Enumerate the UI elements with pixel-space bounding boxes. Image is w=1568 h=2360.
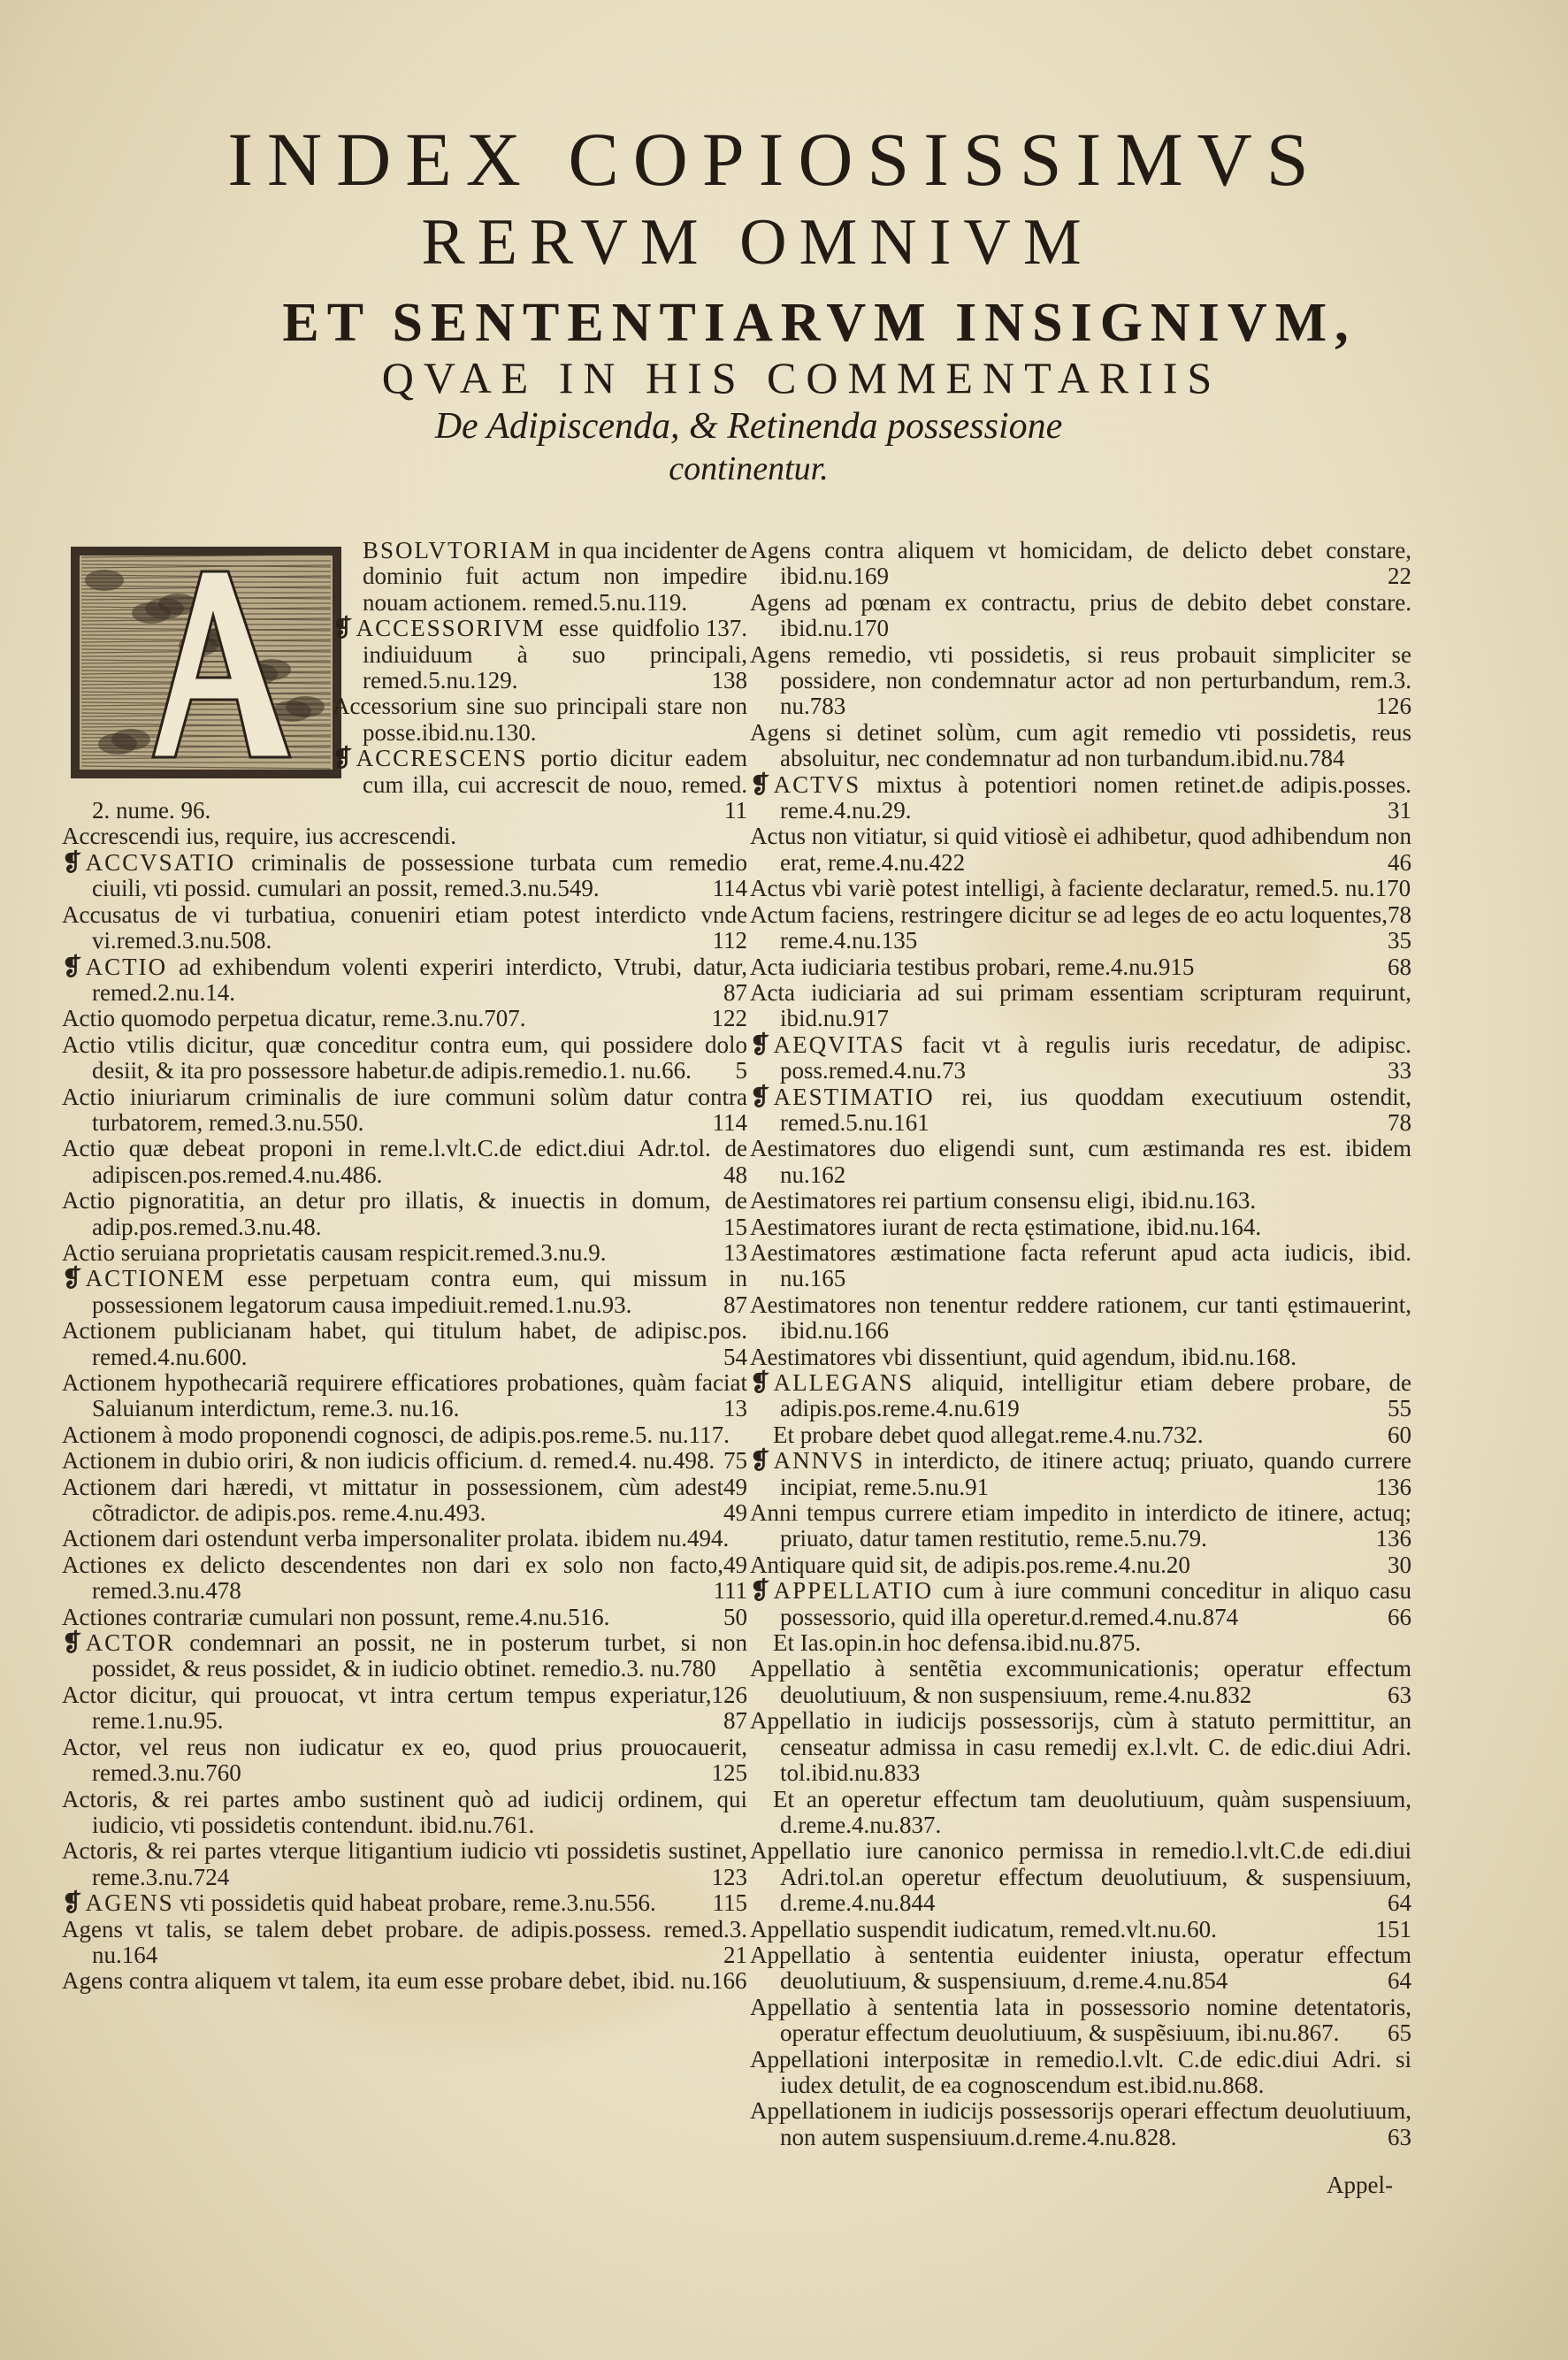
entry-text: Actionem publicianam habet, qui titulum habet, de adipisc.pos. remed.4.nu.600. bbox=[62, 1317, 747, 1370]
entry-page-number: 30 bbox=[1388, 1551, 1411, 1578]
index-entry bbox=[750, 1787, 1411, 1839]
title-line-2: RERVM OMNIVM bbox=[421, 206, 1094, 279]
entry-text: Actio quomodo perpetua dicatur, reme.3.nu.707. bbox=[62, 1005, 526, 1032]
entry-text: Et Ias.opin.in hoc defensa.ibid.nu.875. bbox=[773, 1629, 1142, 1657]
entry-page-number: 49 bbox=[723, 1499, 747, 1527]
entry-page-number: 49 bbox=[723, 1473, 747, 1500]
entry-page-number: 112 bbox=[712, 927, 747, 954]
entry-text: Et probare debet quod allegat.reme.4.nu.732. bbox=[773, 1421, 1204, 1448]
entry-page-number: 63 bbox=[1388, 2123, 1411, 2150]
entry-text: Actio seruiana proprietatis causam respicit.remed.3.nu.9. bbox=[62, 1238, 607, 1266]
entry-text: Appellationem in iudicijs possessorijs operari effectum deuolutiuum, non autem suspensiuum.d.reme.4.nu.828. bbox=[750, 2097, 1411, 2150]
index-entry bbox=[62, 1475, 747, 1527]
entry-heading: APPELLATIO bbox=[773, 1577, 934, 1605]
entry-heading: ALLEGANS bbox=[773, 1369, 914, 1396]
index-entry bbox=[750, 1188, 1411, 1214]
index-entry bbox=[62, 1552, 747, 1605]
index-entry bbox=[750, 980, 1411, 1032]
entry-page-number: 11 bbox=[724, 797, 747, 824]
index-entry bbox=[750, 1708, 1411, 1786]
entry-heading: ACTIO bbox=[85, 953, 168, 980]
entry-text: Actionem in dubio oriri, & non iudicis officium. d. remed.4. nu.498. bbox=[62, 1447, 715, 1475]
index-entry bbox=[62, 1968, 747, 1994]
entry-text: esse quid indiuiduum à suo principali, remed.5.nu.129. bbox=[363, 615, 747, 694]
paragraph-mark-icon: ❡ bbox=[750, 770, 770, 798]
index-entry bbox=[750, 1032, 1411, 1084]
entry-heading: BSOLVTORIAM bbox=[363, 537, 553, 563]
entry-page-number: 75 bbox=[723, 1447, 747, 1475]
entry-page-number: 64 bbox=[1388, 1889, 1411, 1917]
index-column-right bbox=[750, 538, 1411, 2150]
index-entry bbox=[750, 1136, 1411, 1188]
paragraph-mark-icon: ❡ bbox=[62, 1629, 82, 1657]
woodcut-initial-a bbox=[69, 545, 343, 780]
entry-heading: ACTOR bbox=[85, 1629, 175, 1657]
entry-text: Appellatio à sententia euidenter iniusta, operatur effectum deuolutiuum, & suspensiuum, d.reme.4.nu.854 bbox=[750, 1941, 1411, 1995]
entry-page-number: 21 bbox=[723, 1941, 747, 1968]
catchword: Appel- bbox=[1327, 2172, 1393, 2198]
entry-page-number: 126 bbox=[711, 1681, 747, 1708]
entry-page-number: 111 bbox=[713, 1577, 747, 1605]
entry-page-number: 50 bbox=[723, 1603, 747, 1630]
index-entry bbox=[62, 1136, 747, 1188]
entry-page-number: 35 bbox=[1388, 927, 1411, 954]
entry-page-number: 31 bbox=[1388, 797, 1411, 824]
entry-text: Actoris, & rei partes ambo sustinent quò ad iudicij ordinem, qui iudicio, vti possidetis contendunt. ibid.nu.761. bbox=[62, 1785, 747, 1838]
index-entry bbox=[62, 1032, 747, 1084]
entry-page-number: 13 bbox=[723, 1238, 747, 1266]
entry-text: Agens remedio, vti possidetis, si reus probauit simpliciter se possidere, non condemnatur actor ad non perturbandum, rem.3. nu.783 bbox=[750, 640, 1411, 720]
title-line-4: QVAE IN HIS COMMENTARIIS bbox=[381, 353, 1222, 402]
entry-page-number: 63 bbox=[1388, 1681, 1411, 1708]
entry-text: Agens vt talis, se talem debet probare. de adipis.possess. remed.3. nu.164 bbox=[62, 1915, 747, 1968]
entry-page-number: 22 bbox=[1388, 563, 1411, 590]
entry-page-number: 5 bbox=[735, 1057, 747, 1084]
index-entry bbox=[62, 1370, 747, 1422]
index-entry bbox=[750, 1578, 1411, 1630]
entry-page-number: 46 bbox=[1388, 848, 1411, 876]
paragraph-mark-icon: ❡ bbox=[750, 1031, 770, 1058]
title-line-1: INDEX COPIOSISSIMVS bbox=[227, 117, 1323, 202]
entry-page-number: 87 bbox=[723, 1707, 747, 1735]
entry-text: Actiones contrariæ cumulari non possunt, reme.4.nu.516. bbox=[62, 1603, 610, 1630]
entry-text: Antiquare quid sit, de adipis.pos.reme.4.nu.20 bbox=[750, 1551, 1190, 1578]
paragraph-mark-icon: ❡ bbox=[62, 848, 82, 876]
entry-text: in interdicto, de itinere actuq; priuato, quando currere incipiat, reme.5.nu.91 bbox=[780, 1447, 1411, 1500]
entry-heading: ACTVS bbox=[773, 770, 861, 798]
entry-page-number: 136 bbox=[1375, 1473, 1411, 1500]
entry-text: in qua incidenter de dominio fuit actum non impedire nouam actionem. remed.5.nu.119. bbox=[363, 537, 747, 616]
entry-page-number: 55 bbox=[1388, 1395, 1411, 1422]
index-entry bbox=[750, 1422, 1411, 1448]
index-entry bbox=[750, 1214, 1411, 1240]
entry-text: Et an operetur effectum tam deuolutiuum, quàm suspensiuum, d.reme.4.nu.837. bbox=[773, 1785, 1411, 1838]
entry-text: Actionem dari ostendunt verba impersonaliter prolata. ibidem nu.494. bbox=[62, 1525, 730, 1552]
entry-heading: ACCESSORIVM bbox=[356, 615, 546, 642]
entry-page-number: 68 bbox=[1388, 953, 1411, 980]
index-entry bbox=[62, 824, 747, 849]
entry-text: Aestimatores duo eligendi sunt, cum æstimanda res est. ibidem nu.162 bbox=[750, 1135, 1411, 1188]
entry-text: cum à iure communi conceditur in aliquo casu possessorio, quid illa operetur.d.remed.4.nu.874 bbox=[780, 1577, 1411, 1630]
entry-text: Actor dicitur, qui prouocat, vt intra certum tempus experiatur, reme.1.nu.95. bbox=[62, 1681, 712, 1735]
index-entry bbox=[750, 1240, 1411, 1292]
entry-text: Acta iudiciaria testibus probari, reme.4.nu.915 bbox=[750, 953, 1195, 980]
entry-text: Appellatio in iudicijs possessorijs, cùm à statuto permittitur, an censeatur admissa in casu remedij ex.l.vlt. C. de edic.diui Adri. tol.ibid.nu.833 bbox=[750, 1707, 1411, 1787]
entry-text: Appellatio suspendit iudicatum, remed.vlt.nu.60. bbox=[750, 1915, 1217, 1942]
entry-text: Aestimatores non tenentur reddere rationem, cur tanti ęstimauerint, ibid.nu.166 bbox=[750, 1291, 1411, 1345]
index-entry bbox=[750, 2047, 1411, 2099]
title-line-6: continentur. bbox=[669, 450, 829, 487]
index-entry bbox=[750, 772, 1411, 824]
index-entry bbox=[750, 720, 1411, 772]
index-entry bbox=[750, 1838, 1411, 1916]
paragraph-mark-icon: ❡ bbox=[333, 615, 353, 642]
entry-text: criminalis de possessione turbata cum remedio ciuili, vti possid. cumulari an possit, remed.3.nu.549. bbox=[92, 848, 747, 902]
entry-text: Actionem hypothecariã requirere efficatiores probationes, quàm faciat Saluianum interdictum, reme.3. nu.16. bbox=[62, 1369, 747, 1422]
paragraph-mark-icon: ❡ bbox=[750, 1447, 770, 1475]
index-entry bbox=[62, 902, 747, 954]
index-entry bbox=[62, 954, 747, 1007]
index-entry bbox=[62, 1890, 747, 1916]
entry-heading: ANNVS bbox=[773, 1447, 865, 1475]
entry-text: rei, ius quoddam executiuum ostendit, remed.5.nu.161 bbox=[780, 1083, 1411, 1136]
index-entry bbox=[62, 1735, 747, 1787]
index-entry bbox=[62, 1787, 747, 1839]
index-entry bbox=[750, 1552, 1411, 1578]
index-entry bbox=[750, 2098, 1411, 2150]
index-entry bbox=[750, 1942, 1411, 1995]
index-entry bbox=[750, 1370, 1411, 1422]
entry-page-number: 78 bbox=[1388, 1108, 1411, 1136]
entry-text: Actum faciens, restringere dicitur se ad leges de eo actu loquentes, reme.4.nu.135 bbox=[750, 900, 1388, 954]
entry-page-number: 60 bbox=[1388, 1421, 1411, 1448]
entry-heading: ACCVSATIO bbox=[85, 848, 236, 876]
index-entry bbox=[62, 1682, 747, 1735]
entry-page-number: 151 bbox=[1375, 1915, 1411, 1942]
title-line-3: ET SENTENTIARVM INSIGNIVM, bbox=[282, 293, 1357, 353]
entry-text: Actus non vitiatur, si quid vitiosè ei adhibetur, quod adhibendum non erat, reme.4.nu.422 bbox=[750, 823, 1411, 876]
paragraph-mark-icon: ❡ bbox=[62, 953, 82, 980]
entry-text: Aestimatores rei partium consensu eligi, ibid.nu.163. bbox=[750, 1187, 1257, 1214]
entry-text: esse perpetuam contra eum, qui missum in possessionem legatorum causa impediuit.remed.1.nu.93. bbox=[92, 1265, 747, 1318]
entry-text: Appellatio à sentẽtia excommunicationis; operatur effectum deuolutiuum, & non suspensiuum, reme.4.nu.832 bbox=[750, 1655, 1411, 1708]
entry-text: Actus vbi variè potest intelligi, à faciente declaratur, remed.5. nu.170 bbox=[750, 875, 1411, 902]
entry-page-number: 78 bbox=[1388, 900, 1411, 928]
entry-heading: AESTIMATIO bbox=[773, 1083, 935, 1110]
index-entry bbox=[62, 1240, 747, 1266]
index-entry bbox=[750, 1917, 1411, 1942]
entry-text: Actio quæ debeat proponi in reme.l.vlt.C.de edict.diui Adr.tol. de adipiscen.pos.remed.4.nu.486. bbox=[62, 1135, 747, 1188]
entry-page-number: 114 bbox=[712, 875, 747, 902]
index-entry bbox=[62, 1006, 747, 1031]
entry-text: Agens si detinet solùm, cum agit remedio vti possidetis, reus absoluitur, nec condemnatur ad non turbandum.ibid.nu.784 bbox=[750, 718, 1411, 772]
entry-text: Appellationi interpositæ in remedio.l.vlt. C.de edic.diui Adri. si iudex detulit, de ea cognoscendum est.ibid.nu.868. bbox=[750, 2045, 1411, 2098]
entry-text: Actionem à modo proponendi cognosci, de adipis.pos.reme.5. nu.117. bbox=[62, 1421, 730, 1448]
index-entry bbox=[62, 1188, 747, 1240]
entry-page-number: 48 bbox=[723, 1161, 747, 1188]
index-entry bbox=[62, 1605, 747, 1630]
entry-text: Appellatio à sententia lata in possessorio nomine detentatoris, operatur effectum deuolutiuum, & suspẽsiuum, ibi.nu.867. bbox=[750, 1993, 1411, 2047]
entry-text: vti possidetis quid habeat probare, reme.3.nu.556. bbox=[173, 1889, 656, 1917]
paragraph-mark-icon: ❡ bbox=[750, 1577, 770, 1605]
entry-text: Agens contra aliquem vt talem, ita eum esse probare debet, ibid. nu.166 bbox=[62, 1967, 747, 1995]
entry-page-number: 65 bbox=[1388, 2019, 1411, 2047]
entry-page-number: 122 bbox=[711, 1005, 747, 1032]
entry-page-number: 49 bbox=[723, 1551, 747, 1578]
index-entry bbox=[750, 824, 1411, 876]
entry-text: Agens contra aliquem vt homicidam, de delicto debet constare, ibid.nu.169 bbox=[750, 537, 1411, 590]
entry-page-number: 125 bbox=[711, 1759, 747, 1787]
index-entry bbox=[750, 1448, 1411, 1500]
index-entry bbox=[750, 902, 1411, 954]
index-entry bbox=[750, 1656, 1411, 1708]
entry-heading: ACCRESCENS bbox=[356, 745, 528, 772]
entry-page-number: 15 bbox=[723, 1213, 747, 1240]
index-entry bbox=[62, 1084, 747, 1137]
entry-text: Aestimatores æstimatione facta referunt apud acta iudicis, ibid. nu.165 bbox=[750, 1238, 1411, 1292]
entry-page-number: 123 bbox=[711, 1863, 747, 1890]
entry-page-number: 126 bbox=[1375, 693, 1411, 720]
entry-text: condemnari an possit, ne in posterum turbet, si non possidet, & reus possidet, & in iudicio obtinet. remedio.3. nu.780 bbox=[92, 1629, 747, 1682]
index-entry bbox=[62, 850, 747, 902]
entry-page-number: 66 bbox=[1388, 1603, 1411, 1630]
entry-text: mixtus à potentiori nomen retinet.de adipis.posses. reme.4.nu.29. bbox=[780, 770, 1411, 824]
entry-text: Actionem dari hæredi, vt mittatur in possessionem, cùm adest cõtradictor. de adipis.pos. reme.4.nu.493. bbox=[62, 1473, 723, 1527]
entry-page-number: 13 bbox=[723, 1395, 747, 1422]
paragraph-mark-icon: ❡ bbox=[333, 745, 353, 772]
index-entry bbox=[750, 1084, 1411, 1137]
index-entry bbox=[750, 954, 1411, 980]
paragraph-mark-icon: ❡ bbox=[750, 1369, 770, 1396]
index-entry bbox=[62, 1266, 747, 1318]
entry-text: Actor, vel reus non iudicatur ex eo, quod prius prouocauerit, remed.3.nu.760 bbox=[62, 1733, 747, 1787]
entry-page-number: 54 bbox=[723, 1343, 747, 1370]
entry-text: Accessorium sine suo principali stare non posse.ibid.nu.130. bbox=[333, 693, 747, 746]
entry-page-number: folio 137. bbox=[654, 615, 747, 642]
index-entry bbox=[750, 1995, 1411, 2047]
index-entry bbox=[750, 590, 1411, 642]
entry-page-number: 87 bbox=[723, 1291, 747, 1318]
entry-text: Actio iniuriarum criminalis de iure communi solùm datur contra turbatorem, remed.3.nu.550. bbox=[62, 1083, 747, 1136]
entry-heading: AGENS bbox=[85, 1889, 174, 1917]
entry-text: Actoris, & rei partes vterque litigantium iudicio vti possidetis sustinet, reme.3.nu.724 bbox=[62, 1837, 747, 1890]
entry-text: ad exhibendum volenti experiri interdicto, Vtrubi, datur, remed.2.nu.14. bbox=[92, 953, 747, 1006]
paragraph-mark-icon: ❡ bbox=[62, 1889, 82, 1917]
entry-page-number: 87 bbox=[723, 978, 747, 1006]
entry-heading: ACTIONEM bbox=[85, 1265, 226, 1292]
index-entry bbox=[750, 1292, 1411, 1345]
index-entry bbox=[750, 1345, 1411, 1370]
entry-text: Acta iudiciaria ad sui primam essentiam scripturam requirunt, ibid.nu.917 bbox=[750, 978, 1411, 1032]
entry-text: Actio pignoratitia, an detur pro illatis, & inuectis in domum, de adip.pos.remed.3.nu.48. bbox=[62, 1187, 747, 1240]
entry-text: Actiones ex delicto descendentes non dari ex solo non facto, remed.3.nu.478 bbox=[62, 1551, 723, 1605]
entry-text: Anni tempus currere etiam impedito in interdicto de itinere, actuq; priuato, datur tamen restitutio, reme.5.nu.79. bbox=[750, 1499, 1411, 1552]
index-entry bbox=[750, 1500, 1411, 1552]
paragraph-mark-icon: ❡ bbox=[62, 1265, 82, 1292]
index-column-left bbox=[62, 538, 747, 1995]
entry-page-number: 114 bbox=[712, 1108, 747, 1136]
entry-text: Actio vtilis dicitur, quæ conceditur contra eum, qui possidere dolo desiit, & ita pro possessore habetur.de adipis.remedio.1. nu.66. bbox=[62, 1031, 747, 1084]
entry-text: Agens ad pœnam ex contractu, prius de debito debet constare. ibid.nu.170 bbox=[750, 588, 1411, 642]
entry-text: Accusatus de vi turbatiua, conueniri etiam potest interdicto vnde vi.remed.3.nu.508. bbox=[62, 900, 747, 954]
index-entry bbox=[62, 1838, 747, 1890]
entry-text: portio dicitur eadem cum illa, cui accrescit de nouo, remed. 2. nume. 96. bbox=[92, 745, 747, 824]
entry-text: Aestimatores vbi dissentiunt, quid agendum, ibid.nu.168. bbox=[750, 1343, 1296, 1370]
index-entry bbox=[750, 538, 1411, 590]
paragraph-mark-icon: ❡ bbox=[750, 1083, 770, 1110]
title-line-5: De Adipiscenda, & Retinenda possessione bbox=[434, 406, 1063, 447]
entry-page-number: 33 bbox=[1388, 1057, 1411, 1084]
entry-text: Appellatio iure canonico permissa in remedio.l.vlt.C.de edi.diui Adri.tol.an operetur effectum deuolutiuum, & suspensiuum, d.reme.4.nu.844 bbox=[750, 1837, 1411, 1917]
entry-page-number: 138 bbox=[711, 667, 747, 694]
entry-text: Accrescendi ius, require, ius accrescendi. bbox=[62, 823, 457, 850]
index-entry bbox=[62, 1318, 747, 1370]
index-entry bbox=[750, 1630, 1411, 1656]
entry-page-number: 64 bbox=[1388, 1967, 1411, 1995]
index-entry bbox=[62, 1917, 747, 1969]
index-entry bbox=[750, 642, 1411, 720]
entry-page-number: 136 bbox=[1375, 1525, 1411, 1552]
entry-heading: AEQVITAS bbox=[773, 1031, 906, 1058]
entry-text: facit vt à regulis iuris recedatur, de adipisc. poss.remed.4.nu.73 bbox=[780, 1031, 1411, 1084]
entry-text: Aestimatores iurant de recta ęstimatione, ibid.nu.164. bbox=[750, 1213, 1262, 1240]
entry-text: aliquid, intelligitur etiam debere probare, de adipis.pos.reme.4.nu.619 bbox=[780, 1369, 1411, 1422]
entry-page-number: 115 bbox=[712, 1889, 747, 1917]
